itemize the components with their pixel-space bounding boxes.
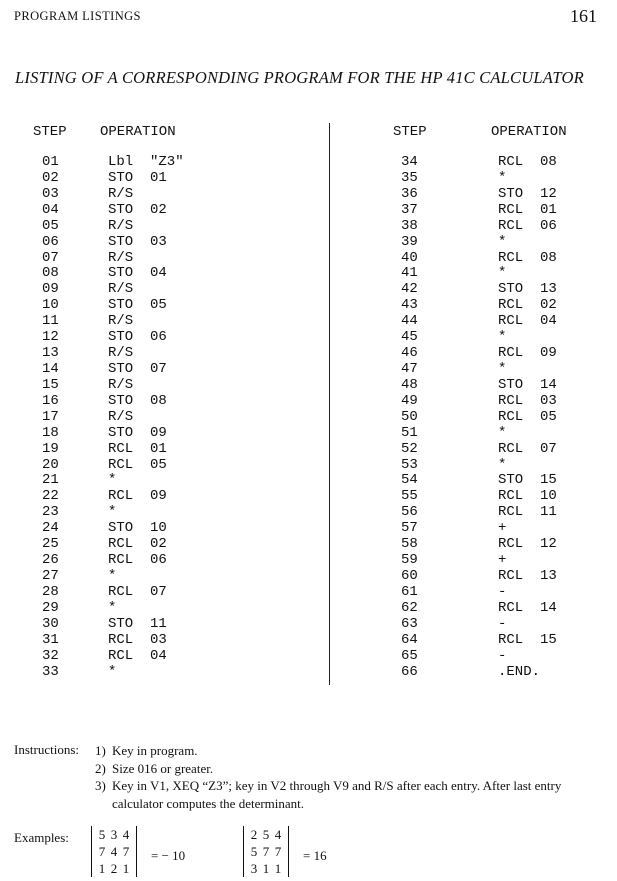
step-number: 12 [42,329,59,346]
examples-label: Examples: [14,830,69,845]
matrix-row [248,860,284,877]
operation: RCL 04 [498,313,557,330]
operation: STO 08 [108,392,167,409]
step-number: 16 [42,392,59,409]
left-operation-column [108,155,184,680]
matrix-cell: 3 [110,827,118,842]
step-number: 20 [42,456,59,473]
step-number: 21 [42,472,59,489]
operation: * [108,663,117,680]
step-number: 50 [401,408,418,425]
column-divider [329,123,330,685]
running-head: PROGRAM LISTINGS [14,9,141,23]
step-number: 44 [401,313,418,330]
operation: RCL 02 [498,297,557,314]
matrix-cell: 7 [274,844,282,859]
operation: R/S [108,408,134,425]
matrix-cell: 4 [274,827,282,842]
operation: RCL 08 [498,249,557,266]
step-number: 28 [42,583,59,600]
operation: * [108,567,117,584]
step-number: 65 [401,647,418,664]
operation: * [498,329,507,346]
step-number: 19 [42,440,59,457]
operation: STO 14 [498,376,557,393]
instruction-item [95,760,600,778]
operation: * [498,360,507,377]
right-step-column [401,155,418,680]
operation: RCL 01 [108,440,167,457]
operation: RCL 03 [498,392,557,409]
example-result: = 16 [303,848,327,863]
operation: RCL 11 [498,504,557,521]
step-number: 31 [42,631,59,648]
step-number: 15 [42,376,59,393]
step-number: 11 [42,313,59,330]
step-number: 51 [401,424,418,441]
operation: STO 07 [108,360,167,377]
step-number: 17 [42,408,59,425]
operation: R/S [108,345,134,362]
operation: STO 03 [108,233,167,250]
step-number: 56 [401,504,418,521]
matrix-row [248,826,284,843]
instructions-list [95,742,600,812]
operation: RCL 04 [108,647,167,664]
step-number: 41 [401,265,418,282]
operation: RCL 14 [498,599,557,616]
operation: STO 04 [108,265,167,282]
step-number: 57 [401,520,418,537]
operation: RCL 09 [108,488,167,505]
operation: STO 12 [498,185,557,202]
step-number: 33 [42,663,59,680]
step-number: 13 [42,345,59,362]
step-number: 05 [42,217,59,234]
step-number: 36 [401,185,418,202]
operation: RCL 08 [498,154,557,170]
step-number: 01 [42,154,59,170]
step-number: 53 [401,456,418,473]
step-number: 47 [401,360,418,377]
matrix-cell: 5 [250,844,258,859]
step-number: 48 [401,376,418,393]
step-number: 27 [42,567,59,584]
step-number: 60 [401,567,418,584]
step-number: 52 [401,440,418,457]
step-number: 34 [401,154,418,170]
listing-title: LISTING OF A CORRESPONDING PROGRAM FOR THE HP 41C CALCULATOR [15,68,584,87]
operation: STO 02 [108,201,167,218]
step-number: 24 [42,520,59,537]
step-number: 02 [42,169,59,186]
instruction-text: Key in V1, XEQ “Z3”; key in V2 through V9 and R/S after each entry. After last entry calculator computes the determinant. [112,778,562,811]
operation: RCL 12 [498,536,557,553]
operation: - [498,647,507,664]
operation: RCL 05 [108,456,167,473]
operation: STO 06 [108,329,167,346]
matrix-cell: 7 [262,844,270,859]
step-number: 63 [401,615,418,632]
instruction-number: 1) [95,743,106,758]
operation: RCL 15 [498,631,557,648]
matrix-cell: 1 [262,861,270,876]
matrix-cell: 7 [98,844,106,859]
step-number: 03 [42,185,59,202]
operation: * [108,504,117,521]
matrix-cell: 1 [274,861,282,876]
operation: RCL 13 [498,567,557,584]
matrix-cell: 3 [250,861,258,876]
step-number: 43 [401,297,418,314]
step-number: 29 [42,599,59,616]
step-number: 46 [401,345,418,362]
operation: RCL 06 [498,217,557,234]
step-number: 06 [42,233,59,250]
example-result: = − 10 [151,848,186,863]
step-header-left: STEP [33,124,67,140]
operation: RCL 09 [498,345,557,362]
step-number: 58 [401,536,418,553]
matrix-cell: 2 [110,861,118,876]
step-number: 23 [42,504,59,521]
step-number: 39 [401,233,418,250]
step-number: 09 [42,281,59,298]
matrix-cell: 4 [110,844,118,859]
operation: STO 05 [108,297,167,314]
operation: .END. [498,663,541,680]
instructions-label: Instructions: [14,742,79,757]
operation: R/S [108,185,134,202]
operation: - [498,615,507,632]
matrix-cell: 1 [122,861,130,876]
step-number: 32 [42,647,59,664]
step-number: 59 [401,552,418,569]
operation: RCL 03 [108,631,167,648]
step-number: 08 [42,265,59,282]
example-matrix [91,826,137,877]
instruction-text: Key in program. [112,743,198,758]
operation: RCL 01 [498,201,557,218]
operation: STO 15 [498,472,557,489]
operation: * [498,233,507,250]
matrix-row [96,843,132,860]
operation: R/S [108,281,134,298]
operation: STO 01 [108,169,167,186]
left-step-column [42,155,59,680]
operation: R/S [108,313,134,330]
operation: RCL 02 [108,536,167,553]
matrix-row [248,843,284,860]
operation: R/S [108,217,134,234]
instruction-item [95,742,600,760]
operation: + [498,520,507,537]
step-number: 40 [401,249,418,266]
operation: STO 09 [108,424,167,441]
matrix-row [96,826,132,843]
step-number: 62 [401,599,418,616]
operation: * [498,456,507,473]
right-operation-column [498,155,557,680]
operation: Lbl "Z3" [108,154,184,170]
operation: RCL 07 [498,440,557,457]
step-number: 49 [401,392,418,409]
step-number: 30 [42,615,59,632]
operation-header-left: OPERATION [100,124,176,140]
step-number: 55 [401,488,418,505]
operation: * [498,265,507,282]
step-number: 64 [401,631,418,648]
step-number: 66 [401,663,418,680]
operation: STO 11 [108,615,167,632]
step-number: 54 [401,472,418,489]
matrix-cell: 4 [122,827,130,842]
instruction-number: 3) [95,778,106,793]
step-number: 42 [401,281,418,298]
operation: * [498,424,507,441]
operation: R/S [108,376,134,393]
step-number: 26 [42,552,59,569]
operation: STO 13 [498,281,557,298]
step-number: 10 [42,297,59,314]
operation: + [498,552,507,569]
instruction-item [95,777,600,812]
operation: RCL 10 [498,488,557,505]
step-number: 22 [42,488,59,505]
matrix-cell: 2 [250,827,258,842]
operation: * [108,472,117,489]
operation: RCL 05 [498,408,557,425]
operation-header-right: OPERATION [491,124,567,140]
operation: - [498,583,507,600]
matrix-cell: 5 [98,827,106,842]
operation: R/S [108,249,134,266]
instruction-text: Size 016 or greater. [112,760,214,776]
matrix-cell: 5 [262,827,270,842]
step-number: 18 [42,424,59,441]
example-matrix [243,826,289,877]
step-number: 61 [401,583,418,600]
step-header-right: STEP [393,124,427,140]
matrix-row [96,860,132,877]
matrix-cell: 7 [122,844,130,859]
operation: * [108,599,117,616]
instruction-number: 2) [95,760,106,776]
page-number: 161 [570,6,597,26]
operation: RCL 06 [108,552,167,569]
operation: * [498,169,507,186]
step-number: 25 [42,536,59,553]
step-number: 37 [401,201,418,218]
step-number: 07 [42,249,59,266]
step-number: 04 [42,201,59,218]
operation: RCL 07 [108,583,167,600]
operation: STO 10 [108,520,167,537]
matrix-cell: 1 [98,861,106,876]
step-number: 45 [401,329,418,346]
step-number: 38 [401,217,418,234]
step-number: 14 [42,360,59,377]
step-number: 35 [401,169,418,186]
